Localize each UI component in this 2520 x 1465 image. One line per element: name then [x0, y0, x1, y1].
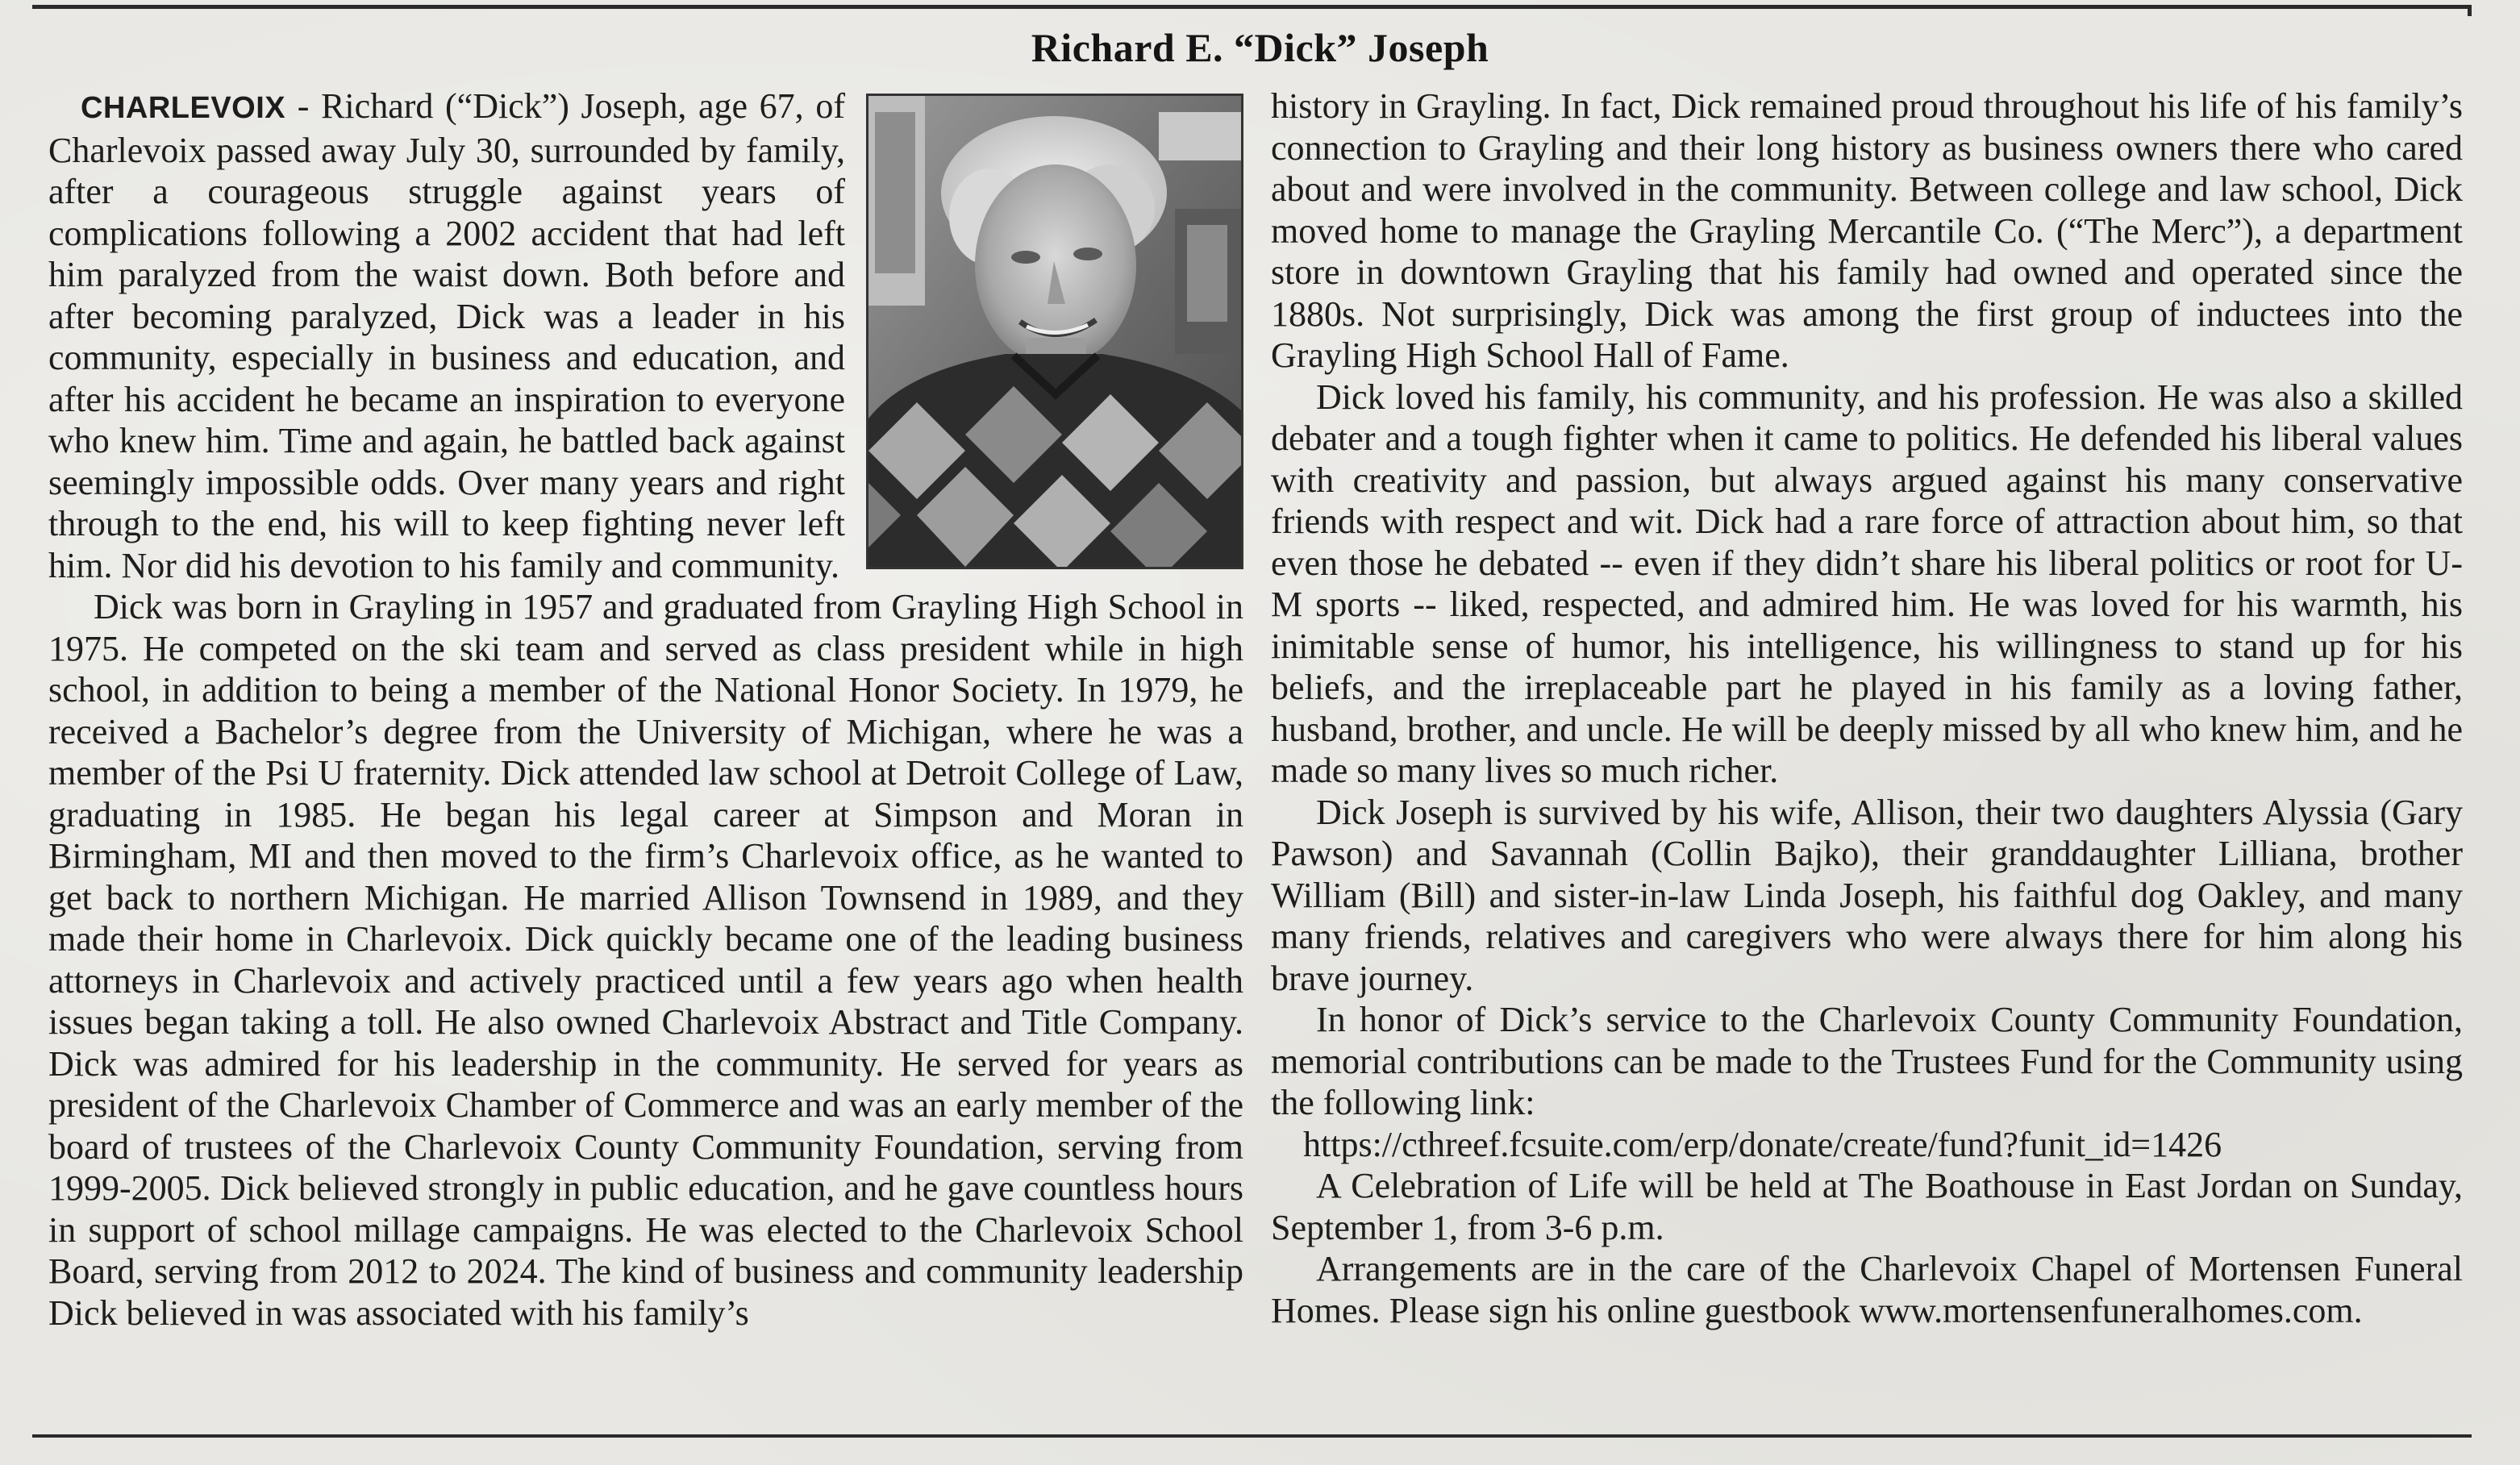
paragraph-arrangements: Arrangements are in the care of the Charlevoix Chapel of Mortensen Funeral Homes. Please sign his online guestbook www.mortensenfuneralhomes.com. [1271, 1249, 2463, 1330]
donation-link: https://cthreef.fcsuite.com/erp/donate/create/fund?funit_id=1426 [1303, 1124, 2222, 1164]
paragraph-memorial: In honor of Dick’s service to the Charlevoix County Community Foundation, memorial contributions can be made to the Trustees Fund for the Community using the following link: [1271, 1000, 2463, 1122]
portrait-photo [866, 94, 1243, 569]
bottom-rule [32, 1434, 2472, 1438]
left-column [48, 85, 1243, 1424]
paragraph-celebration: A Celebration of Life will be held at The Boathouse in East Jordan on Sunday, September 1, from 3-6 p.m. [1271, 1166, 2463, 1247]
top-rule [32, 5, 2472, 9]
obituary-headline: Richard E. “Dick” Joseph [1031, 25, 1489, 70]
top-rule-corner [2468, 5, 2472, 16]
paragraph-intro-text: - Richard (“Dick”) Joseph, age 67, of Charlevoix passed away July 30, surrounded by family, after a courageous struggle against years of complications following a 2002 accident that had left him paralyzed from the waist down. Both before and after becoming paralyzed, Dick was a leader in his community, especially in business and education, and after his accident he became an inspiration to everyone who knew him. Time and again, he battled back against seemingly impossible odds. Over many years and right through to the end, his will to keep fighting never left him. Nor did his devotion to his family and community. [48, 86, 845, 585]
paragraph-biography: Dick was born in Grayling in 1957 and graduated from Grayling High School in 1975. He competed on the ski team and served as class president while in high school, in addition to being a member of the National Honor Society. In 1979, he received a Bachelor’s degree from the University of Michigan, where he was a member of the Psi U fraternity. Dick attended law school at Detroit College of Law, graduating in 1985. He began his legal career at Simpson and Moran in Birmingham, MI and then moved to the firm’s Charlevoix office, as he wanted to get back to northern Michigan. He married Allison Townsend in 1989, and they made their home in Charlevoix. Dick quickly became one of the leading business attorneys in Charlevoix and actively practiced until a few years ago when health issues began taking a toll. He also owned Charlevoix Abstract and Title Company. Dick was admired for his leadership in the community. He served for years as president of the Charlevoix Chamber of Commerce and was an early member of the board of trustees of the Charlevoix County Community Foundation, serving from 1999-2005. Dick believed strongly in public education, and he gave countless hours in support of school millage campaigns. He was elected to the Charlevoix School Board, serving from 2012 to 2024. The kind of business and community leadership Dick believed in was associated with his family’s [48, 587, 1243, 1333]
paragraph-grayling-history: history in Grayling. In fact, Dick remained proud throughout his life of his family’s connection to Grayling and their long history as business owners there who cared about and were involved in the community. Between college and law school, Dick moved home to manage the Grayling Mercantile Co. (“The Merc”), a department store in downtown Grayling that his family had owned and operated since the 1880s. Not surprisingly, Dick was among the first group of inductees into the Grayling High School Hall of Fame. [1271, 86, 2463, 375]
right-column [1271, 85, 2463, 1424]
dateline: CHARLEVOIX [81, 91, 286, 125]
paragraph-character: Dick loved his family, his community, and his profession. He was also a skilled debater and a tough fighter when it came to politics. He defended his liberal values with creativity and passion, but always argued against his many conservative friends with respect and wit. Dick had a rare force of attraction about him, so that even those he debated -- even if they didn’t share his liberal politics or root for U-M sports -- liked, respected, and admired him. He was loved for his warmth, his inimitable sense of humor, his intelligence, his willingness to stand up for his beliefs, and the irreplaceable part he played in his family as a loving father, husband, brother, and uncle. He will be deeply missed by all who knew him, and he made so many lives so much richer. [1271, 377, 2463, 790]
paragraph-survivors: Dick Joseph is survived by his wife, Allison, their two daughters Alyssia (Gary Pawson) and Savannah (Collin Bajko), their granddaughter Lilliana, brother William (Bill) and sister-in-law Linda Joseph, his faithful dog Oakley, and many many friends, relatives and caregivers who were always there for him along his brave journey. [1271, 792, 2463, 998]
